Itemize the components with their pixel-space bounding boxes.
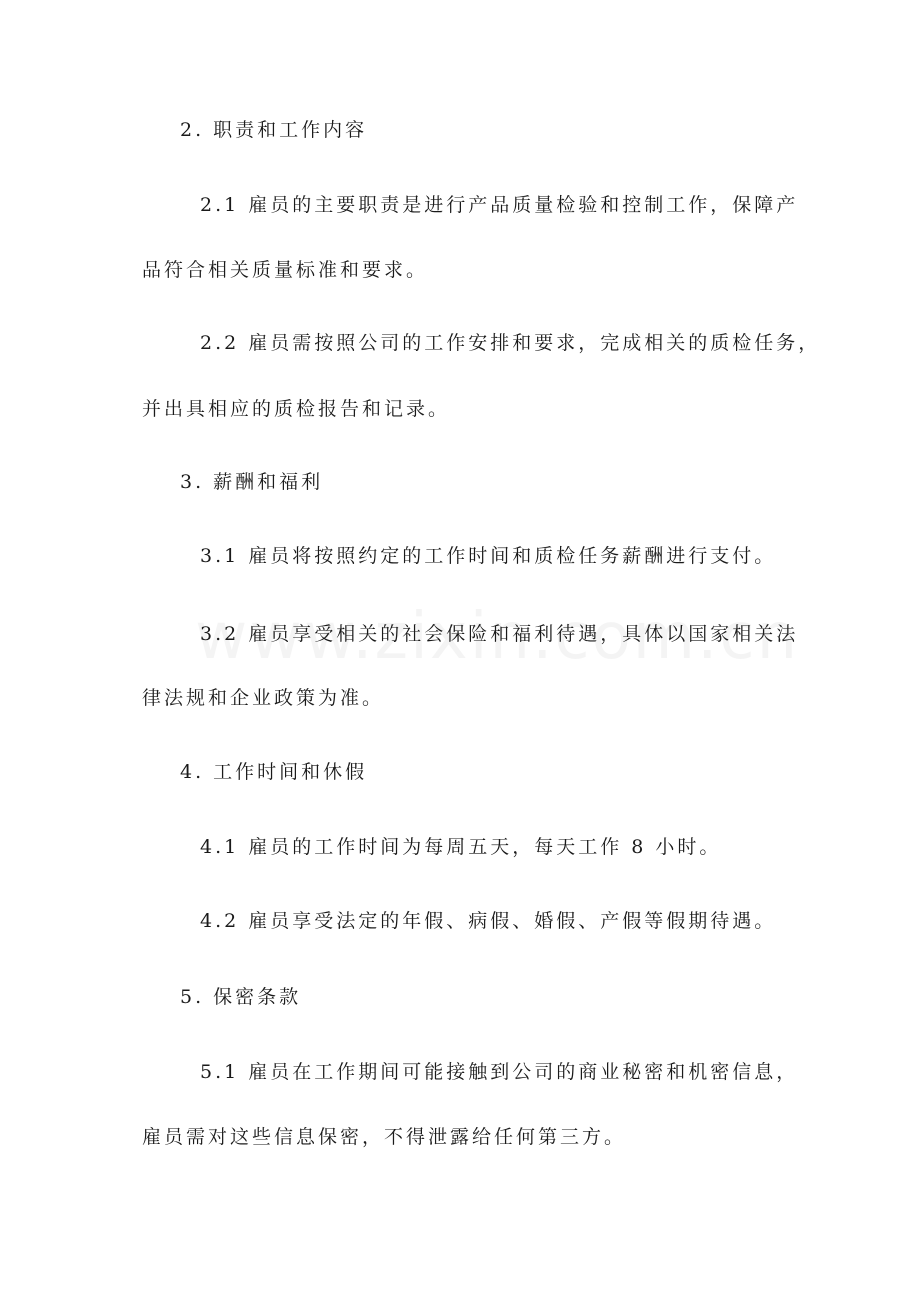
section-heading-5: 5. 保密条款 [180, 986, 302, 1008]
clause-5-1-line-1: 5.1 雇员在工作期间可能接触到公司的商业秘密和机密信息， [200, 1061, 799, 1083]
section-heading-4: 4. 工作时间和休假 [180, 761, 368, 783]
clause-3-2-line-2: 律法规和企业政策为准。 [142, 687, 385, 709]
clause-3-1-line-1: 3.1 雇员将按照约定的工作时间和质检任务薪酬进行支付。 [200, 545, 777, 567]
section-heading-2: 2. 职责和工作内容 [180, 119, 368, 141]
clause-4-2-line-1: 4.2 雇员享受法定的年假、病假、婚假、产假等假期待遇。 [200, 910, 777, 932]
clause-2-2-line-1: 2.2 雇员需按照公司的工作安排和要求，完成相关的质检任务， [200, 332, 821, 354]
clause-2-1-line-2: 品符合相关质量标准和要求。 [142, 259, 429, 281]
clause-2-2-line-2: 并出具相应的质检报告和记录。 [142, 398, 451, 420]
clause-2-1-line-1: 2.1 雇员的主要职责是进行产品质量检验和控制工作，保障产 [200, 194, 799, 216]
clause-3-2-line-1: 3.2 雇员享受相关的社会保险和福利待遇，具体以国家相关法 [200, 623, 799, 645]
section-heading-3: 3. 薪酬和福利 [180, 471, 324, 493]
clause-4-1-line-1: 4.1 雇员的工作时间为每周五天，每天工作 8 小时。 [200, 836, 722, 858]
clause-5-1-line-2: 雇员需对这些信息保密，不得泄露给任何第三方。 [142, 1126, 627, 1148]
